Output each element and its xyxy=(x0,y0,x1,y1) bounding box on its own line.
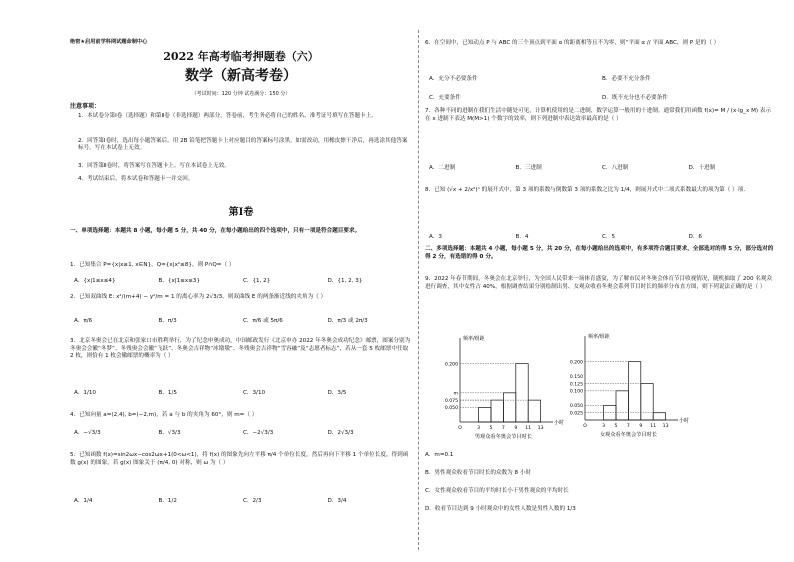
section2-head: 二、多项选择题：本题共 4 小题，每小题 5 分，共 20 分，在每小题给出的选项中，有多项符合题目要求，全部选对的得 5 分，部分选对的得 2 分，有选错的得 0 分。 xyxy=(425,246,774,260)
male-histogram-bar xyxy=(516,364,528,422)
male-histogram-y-tick-label: m xyxy=(453,391,458,397)
male-histogram-y-tick-label: 0.200 xyxy=(444,362,458,368)
male-histogram-bar xyxy=(491,400,503,422)
q6-option-b: B．必要不充分条件 xyxy=(602,76,651,82)
note-1: 1．本试卷分第Ⅰ卷（选择题）和第Ⅱ卷（非选择题）两部分。答卷前，考生务必将自己的姓名、准考证号填写在答题卡上。 xyxy=(78,113,377,119)
q9-option-a: A．m=0.1 xyxy=(425,452,454,458)
female-histogram-x-tick-label: 3 xyxy=(602,424,606,429)
exam-title: 2022 年高考临考押题卷（六） xyxy=(163,50,319,63)
male-histogram-x-tick-label: O xyxy=(458,426,462,431)
q8-option-c: C．5 xyxy=(602,234,616,240)
female-histogram-title: 女观众看冬奥会节目时长 xyxy=(599,432,657,438)
male-histogram-x-tick-label: 5 xyxy=(489,426,493,431)
female-histogram-x-tick-label: O xyxy=(583,424,587,429)
exam-subtitle: 数学（新高考卷） xyxy=(185,68,297,84)
female-histogram-y-tick-label: 0.150 xyxy=(569,375,583,381)
q2-option-c: C．π/6 或 5π/6 xyxy=(243,318,283,324)
female-histogram-y-tick-label: 0.200 xyxy=(569,360,583,366)
q9-option-d: D．收看节目达到 9 小时观众中的女性人数是男性人数的 1/3 xyxy=(425,506,576,512)
female-histogram-x-tick-label: 9 xyxy=(639,424,643,429)
q1: 1．已知集合 P={x|x≥1, x∈N}，Q={x|x²≤8}，则 P∩Q=（ ） xyxy=(70,262,235,268)
q6-option-c: C．充要条件 xyxy=(429,94,461,101)
female-histogram-x-tick-label: 11 xyxy=(650,424,657,429)
q5-options xyxy=(74,498,412,505)
q9-option-c: C．女性观众收看节目的平均时长小于男性观众的平均时长 xyxy=(425,488,569,494)
male-histogram xyxy=(430,330,565,445)
q1-option-b: B．{x|1≤x≤3} xyxy=(158,278,201,284)
male-histogram-bar xyxy=(479,407,491,422)
q4-option-c: C．−2√3/3 xyxy=(243,430,274,436)
male-histogram-svg xyxy=(430,330,565,445)
q5-option-c: C．2/3 xyxy=(243,498,262,504)
q6-option-d: D．既不充分也不必要条件 xyxy=(602,94,668,101)
q9-option-b: B．男性观众收看节目时长的众数为 8 小时 xyxy=(425,470,532,476)
male-histogram-ylabel: 频率/组距 xyxy=(463,336,485,342)
female-histogram-xlabel: 小时 xyxy=(679,418,690,424)
q6-options xyxy=(429,76,775,102)
section1-head: 一、单项选择题：本题共 8 小题，每小题 5 分，共 40 分，在每小题给出的四个选项中，只有一项是符合题目要求。 xyxy=(70,228,361,234)
q1-options xyxy=(74,278,412,285)
q3-option-a: A．1/10 xyxy=(74,390,96,396)
male-histogram-y-tick-label: 0.075 xyxy=(444,398,458,404)
notes-label: 注意事项： xyxy=(70,103,101,110)
q5-option-a: A．1/4 xyxy=(74,498,93,504)
q3: 3．北京冬奥会已在北京和张家口市胜利举行，为了纪念申奥成功，中国邮政发行《北京申办 2022 年冬奥会成功纪念》邮票，图案分别为冬奥会会徽“冬梦”、冬残奥会会徽“飞跃”、冬奥会吉祥物“冰墩墩”、冬残奥会吉祥物“雪容融”及“志愿者标志”，若从一套 5 枚邮票中任取 2 枚，则恰有 1 枚会徽邮票的概率为（ ） xyxy=(70,338,411,360)
female-histogram-x-tick-label: 13 xyxy=(662,424,669,429)
female-histogram xyxy=(555,328,690,443)
q8-option-d: D．6 xyxy=(688,234,702,240)
female-histogram-ylabel: 频率/组距 xyxy=(588,334,610,340)
q7-option-d: D．十进制 xyxy=(688,165,716,171)
male-histogram-x-tick-label: 11 xyxy=(525,426,532,431)
female-histogram-y-tick-label: 0.025 xyxy=(569,411,583,417)
q2: 2．已知双曲线 E: x²/(m+4) − y²/m = 1 的离心率为 2√3/3，则双曲线 E 的两条渐近线的夹角为（ ） xyxy=(70,294,327,300)
q1-option-a: A．{x|1≤x≤4} xyxy=(74,278,116,284)
male-histogram-xlabel: 小时 xyxy=(554,420,565,426)
q8-options xyxy=(429,234,775,241)
q5: 5．已知函数 f(x)=sin2ωx−cos2ωx+1(0<ω<1)，将 f(x) 的图象先向左平移 π/4 个单位长度，然后再向下平移 1 个单位长度，得到函数 g(x) 的图象，若 g(x) 图象关于 (π/4, 0) 对称，则 ω 为（ ） xyxy=(70,452,409,466)
female-histogram-x-tick-label: 7 xyxy=(626,424,630,429)
note-2: 2．回答第Ⅰ卷时，选出每小题答案后，用 2B 铅笔把答题卡上对应题目的答案标号涂黑。如需改动，用橡皮擦干净后，再选涂其他答案标号。写在本试卷上无效。 xyxy=(78,138,408,152)
q4-option-a: A．−√3/3 xyxy=(74,430,101,436)
q2-option-a: A．π/6 xyxy=(74,318,93,324)
q2-option-b: B．π/3 xyxy=(158,318,177,324)
female-histogram-bar xyxy=(653,413,665,420)
q6: 6．在空间中，已知动点 P 与 ABC 的三个顶点到平面 α 的距离相等且不为零，则“平面 α // 平面 ABC，则 P 是的（ ） xyxy=(425,40,720,46)
q1-option-c: C．{1, 2} xyxy=(243,278,271,284)
male-histogram-bar xyxy=(528,400,540,422)
exam-info: （考试时间：120 分钟 试卷满分：150 分） xyxy=(191,91,291,97)
female-histogram-bar xyxy=(616,391,628,420)
q3-option-c: C．3/10 xyxy=(243,390,266,396)
q8-option-a: A．3 xyxy=(429,234,442,240)
note-4: 4．考试结束后，将本试卷和答题卡一并交回。 xyxy=(78,176,194,182)
q9: 9．2022 年春节期间，冬奥会在北京举行，为全国人民带来一场体育盛宴，为了解市民对冬奥会体育节目收视情况，随机抽取了 200 名观众进行调查，其中女性占 40%，根据调查结果分别绘制出男、女观众收看冬奥会系列节目时长的频率分布直方图，则下列说法正确的是（ ） xyxy=(425,276,773,290)
q4-options xyxy=(74,430,412,437)
female-histogram-bar xyxy=(641,384,653,420)
male-histogram-x-tick-label: 7 xyxy=(501,426,505,431)
q7: 7．各种不同的进制在我们生活中随处可见，计算机使用的是二进制，数学运算一般用的十进制。通常我们用函数 f(x)= M / (x·lg_x M) 表示在 x 进制下表达 M(M>1) 个数字的效率，则下列进制中表达效率最高的是（ ） xyxy=(425,108,772,122)
q2-option-d: D．π/3 或 2π/3 xyxy=(327,318,368,324)
q5-option-b: B．1/2 xyxy=(158,498,177,504)
male-histogram-y-tick-label: 0.050 xyxy=(444,406,458,412)
fold-line xyxy=(418,30,419,550)
q7-option-b: B．三进制 xyxy=(515,165,542,171)
q8-option-b: B．4 xyxy=(515,234,529,240)
q3-option-d: D．3/5 xyxy=(327,390,347,396)
female-histogram-y-tick-label: 0.050 xyxy=(569,404,583,410)
female-histogram-y-tick-label: 0.125 xyxy=(569,382,583,388)
male-histogram-x-tick-label: 13 xyxy=(537,426,544,431)
header-tag: 绝密★启用前学科网试题命制中心 xyxy=(70,39,148,45)
q7-option-a: A．二进制 xyxy=(429,165,456,171)
female-histogram-x-tick-label: 5 xyxy=(614,424,618,429)
q7-options xyxy=(429,165,775,172)
juan-title: 第Ⅰ卷 xyxy=(228,207,254,218)
note-3: 3．回答第Ⅱ卷时，将答案写在答题卡上。写在本试卷上无效。 xyxy=(78,163,230,169)
female-histogram-bar xyxy=(628,362,640,420)
q4: 4．已知向量 a=(2,4), b=(−2,m)，若 a 与 b 的夹角为 60°，则 m=（ ） xyxy=(70,412,258,418)
q3-options xyxy=(74,390,412,397)
q4-option-d: D．2√3/3 xyxy=(327,430,354,436)
q5-option-d: D．3/4 xyxy=(327,498,347,504)
male-histogram-x-tick-label: 9 xyxy=(514,426,518,431)
q2-options xyxy=(74,318,412,325)
q3-option-b: B．1/5 xyxy=(158,390,177,396)
male-histogram-bar xyxy=(503,393,515,422)
q4-option-b: B．√3/3 xyxy=(158,430,181,436)
female-histogram-y-tick-label: 0.100 xyxy=(569,389,583,395)
q7-option-c: C．八进制 xyxy=(602,165,629,171)
male-histogram-title: 男观众看冬奥会节目时长 xyxy=(474,434,532,440)
male-histogram-x-tick-label: 3 xyxy=(477,426,481,431)
q6-option-a: A．充分不必要条件 xyxy=(429,76,478,82)
q1-option-d: D．{1, 2, 3} xyxy=(327,278,363,284)
q8: 8．已知 (√x + 2/x²)ⁿ 的展开式中，第 3 项的系数与倒数第 3 项的系数之比为 1/4，则展开式中二项式系数最大的项为第（ ）项. xyxy=(425,187,746,193)
female-histogram-svg xyxy=(555,328,690,443)
